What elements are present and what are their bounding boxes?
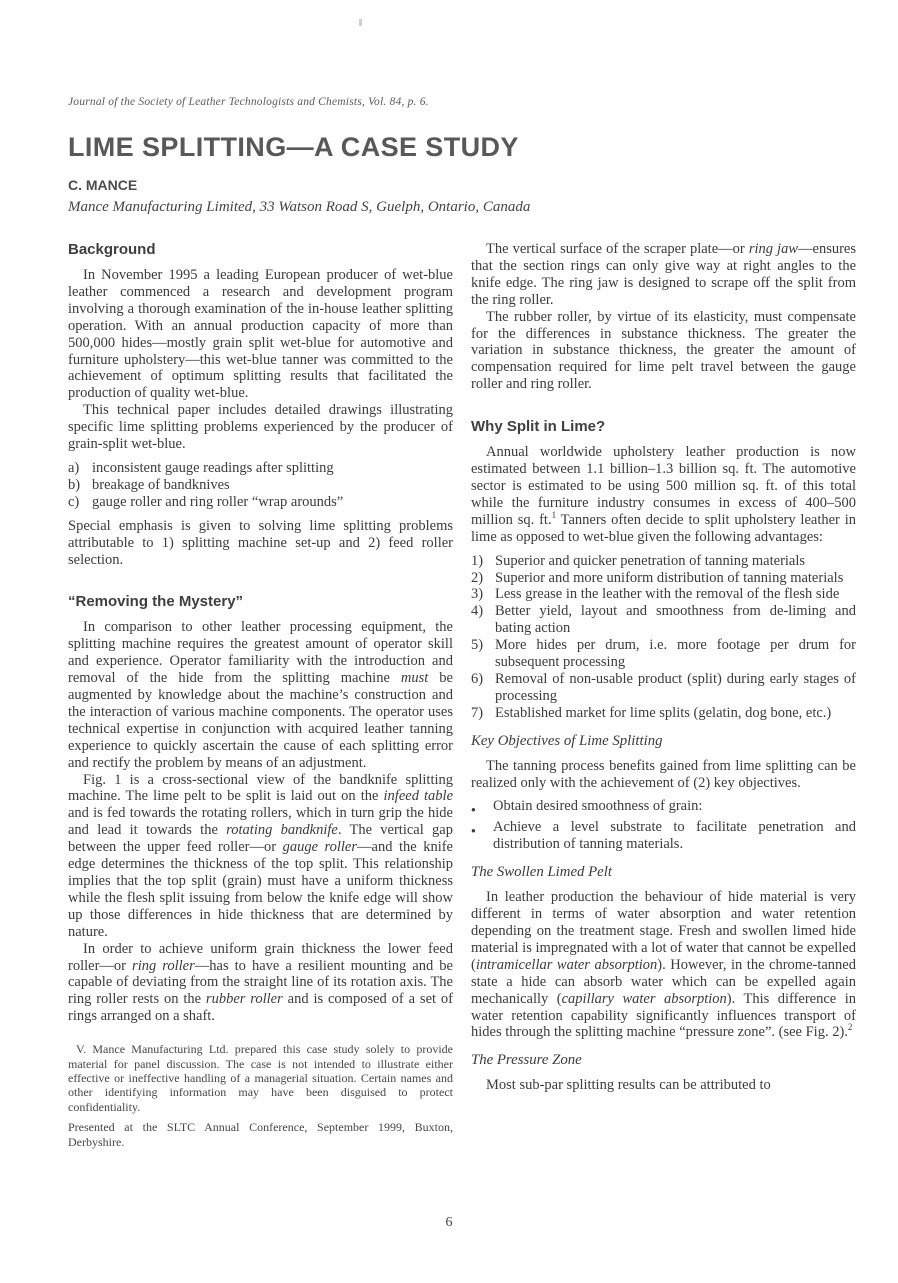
objective-item-1 xyxy=(471,798,856,819)
paragraph-mystery-2: Fig. 1 is a cross-sectional view of the bandknife splitting machine. The lime pelt to be split is laid out on the infeed table and is fed towards the rotating rollers, which in turn grip the hide and lead it towards the rotating bandknife. The vertical gap between the upper feed roller—or gauge roller—and the knife edge determines the thickness of the top split. This relationship implies that the top split (grain) must have a uniform thickness while the flesh split issuing from below the knife edge will show up those differences in hide thickness that are determined by nature. xyxy=(68,771,454,940)
list-item-text: breakage of bandknives xyxy=(92,476,230,493)
author-name: C. MANCE xyxy=(68,177,138,193)
list-item-text: gauge roller and ring roller “wrap arounds” xyxy=(92,493,344,510)
page-number: 6 xyxy=(445,1215,453,1230)
footnote-disclaimer: V. Mance Manufacturing Ltd. prepared this case study solely to provide material for panel discussion. The case is not intended to illustrate either effective or ineffective handling of a managerial situation. Certain names and other identifying information may have been disguised to protect confidentiality. xyxy=(68,1042,453,1114)
advantage-item-7 xyxy=(471,705,856,722)
list-marker: b) xyxy=(68,476,81,493)
list-item-text: inconsistent gauge readings after splitting xyxy=(92,459,334,476)
paragraph-scraper-plate: The vertical surface of the scraper plate—or ring jaw—ensures that the section rings can only give way at right angles to the knife edge. The ring jaw is designed to scrape off the split from the ring roller. xyxy=(471,241,857,308)
paragraph-mystery-3: In order to achieve uniform grain thickness the lower feed roller—or ring roller—has to have a resilient mounting and be capable of deviating from the straight line of its rotation axis. The ring roller rests on the rubber roller and is composed of a set of rings arranged on a shaft. xyxy=(68,940,453,1025)
advantage-item-3 xyxy=(471,586,856,603)
paragraph-background-1: In November 1995 a leading European producer of wet-blue leather commenced a research and development program involving a thorough examination of the in-house leather splitting operation. With an annual production capacity of more than 500,000 hides—mostly grain split wet-blue for automotive and furniture upholstery—this wet-blue tanner was committed to the achievement of optimum splitting results that facilitated the production of quality wet-blue. xyxy=(68,267,453,402)
list-item-text: Established market for lime splits (gelatin, dog bone, etc.) xyxy=(495,704,832,721)
paragraph-mystery-1: In comparison to other leather processing equipment, the splitting machine requires the greatest amount of operator skill and experience. Operator familiarity with the introduction and removal of the hide from the splitting machine must be augmented by knowledge about the machine’s construction and the interaction of various machine components. The operator uses technical expertise in conjunction with acquired leather tanning experience to quickly ascertain the cause of each splitting error and rectify the problem by means of an adjustment. xyxy=(68,619,453,771)
list-marker: 2) xyxy=(471,569,484,586)
list-marker: 6) xyxy=(471,670,484,687)
author-affiliation: Mance Manufacturing Limited, 33 Watson Road S, Guelph, Ontario, Canada xyxy=(68,199,531,215)
advantage-item-4 xyxy=(471,603,856,637)
subheading-swollen-limed-pelt: The Swollen Limed Pelt xyxy=(471,864,612,881)
advantage-item-2 xyxy=(471,570,856,587)
bullet-icon: ● xyxy=(471,805,476,815)
list-item-text: Removal of non-usable product (split) during early stages of processing xyxy=(495,670,856,704)
advantage-item-5 xyxy=(471,637,856,671)
section-heading-removing-the-mystery: “Removing the Mystery” xyxy=(68,593,244,611)
paragraph-pressure-zone: Most sub-par splitting results can be attributed to xyxy=(486,1077,771,1094)
advantage-item-6 xyxy=(471,671,856,705)
list-marker: 4) xyxy=(471,603,484,620)
journal-citation: Journal of the Society of Leather Technologists and Chemists, Vol. 84, p. 6. xyxy=(68,96,429,108)
list-item-text: Less grease in the leather with the removal of the flesh side xyxy=(495,586,840,603)
problem-list xyxy=(68,460,453,511)
list-marker: 1) xyxy=(471,552,484,569)
list-item-a xyxy=(68,460,453,477)
subheading-pressure-zone: The Pressure Zone xyxy=(471,1052,582,1069)
left-column xyxy=(68,241,453,1149)
list-marker: a) xyxy=(68,459,80,476)
list-item-text: Superior and more uniform distribution of tanning materials xyxy=(495,569,844,586)
two-column-body xyxy=(68,241,856,1149)
scan-artifact xyxy=(359,19,362,26)
list-item-text: More hides per drum, i.e. more footage per drum for subsequent processing xyxy=(495,637,856,671)
subheading-key-objectives: Key Objectives of Lime Splitting xyxy=(471,732,663,749)
paragraph-background-3: Special emphasis is given to solving lime splitting problems attributable to 1) splitting machine set-up and 2) feed roller selection. xyxy=(68,517,453,568)
paragraph-why-split-1: Annual worldwide upholstery leather production is now estimated between 1.1 billion–1.3 billion sq. ft. The automotive sector is estimated to be using 500 million sq. ft. of this total while the furniture industry consumes in excess of 400–500 million sq. ft.$^1$ Tanners often decide to split upholstery leather in lime as opposed to wet-blue given the following advantages: xyxy=(471,444,856,545)
list-item-text: Achieve a level substrate to facilitate penetration and distribution of tanning materials. xyxy=(493,819,856,853)
section-heading-background: Background xyxy=(68,241,156,258)
list-marker: 3) xyxy=(471,586,484,603)
footnote-block xyxy=(68,1042,453,1149)
page-content xyxy=(68,96,856,1149)
list-marker: 7) xyxy=(471,704,484,721)
paragraph-rubber-roller: The rubber roller, by virtue of its elasticity, must compensate for the differences in substance thickness. The greater the variation in substance thickness, the greater the amount of compensation required for lime pelt travel between the gauge roller and ring roller. xyxy=(471,308,856,393)
list-item-b xyxy=(68,477,453,494)
objectives-bullet-list xyxy=(471,798,856,853)
objective-item-2 xyxy=(471,819,856,853)
paragraph-swollen-pelt: In leather production the behaviour of hide material is very different in terms of water absorption and water retention depending on the treatment stage. Fresh and swollen limed hide material is impregnated with a lot of water that cannot be expelled (intramicellar water absorption). However, in the chrome-tanned state a hide can absorb water which can be expelled again mechanically (capillary water absorption). This difference in water retention capability significantly influences transport of hides through the splitting machine “pressure zone”. (see Fig. 2).$^2$ xyxy=(471,889,856,1041)
paragraph-key-objectives: The tanning process benefits gained from lime splitting can be realized only with the achievement of (2) key objectives. xyxy=(471,757,856,791)
list-item-text: Better yield, layout and smoothness from de-liming and bating action xyxy=(495,603,856,637)
list-marker: 5) xyxy=(471,637,484,654)
list-item-text: Superior and quicker penetration of tanning materials xyxy=(495,552,806,569)
article-title: LIME SPLITTING—A CASE STUDY xyxy=(68,132,519,162)
advantage-item-1 xyxy=(471,553,856,570)
section-heading-why-split-in-lime: Why Split in Lime? xyxy=(471,418,606,436)
bullet-icon: ● xyxy=(471,826,476,836)
list-marker: c) xyxy=(68,493,80,510)
list-item-text: Obtain desired smoothness of grain: xyxy=(493,798,703,815)
paragraph-background-2: This technical paper includes detailed drawings illustrating specific lime splitting problems experienced by the producer of grain-split wet-blue. xyxy=(68,402,453,453)
right-column xyxy=(471,241,856,1149)
footnote-presented: Presented at the SLTC Annual Conference, September 1999, Buxton, Derbyshire. xyxy=(68,1120,453,1149)
advantages-list xyxy=(471,553,856,722)
list-item-c xyxy=(68,494,453,511)
